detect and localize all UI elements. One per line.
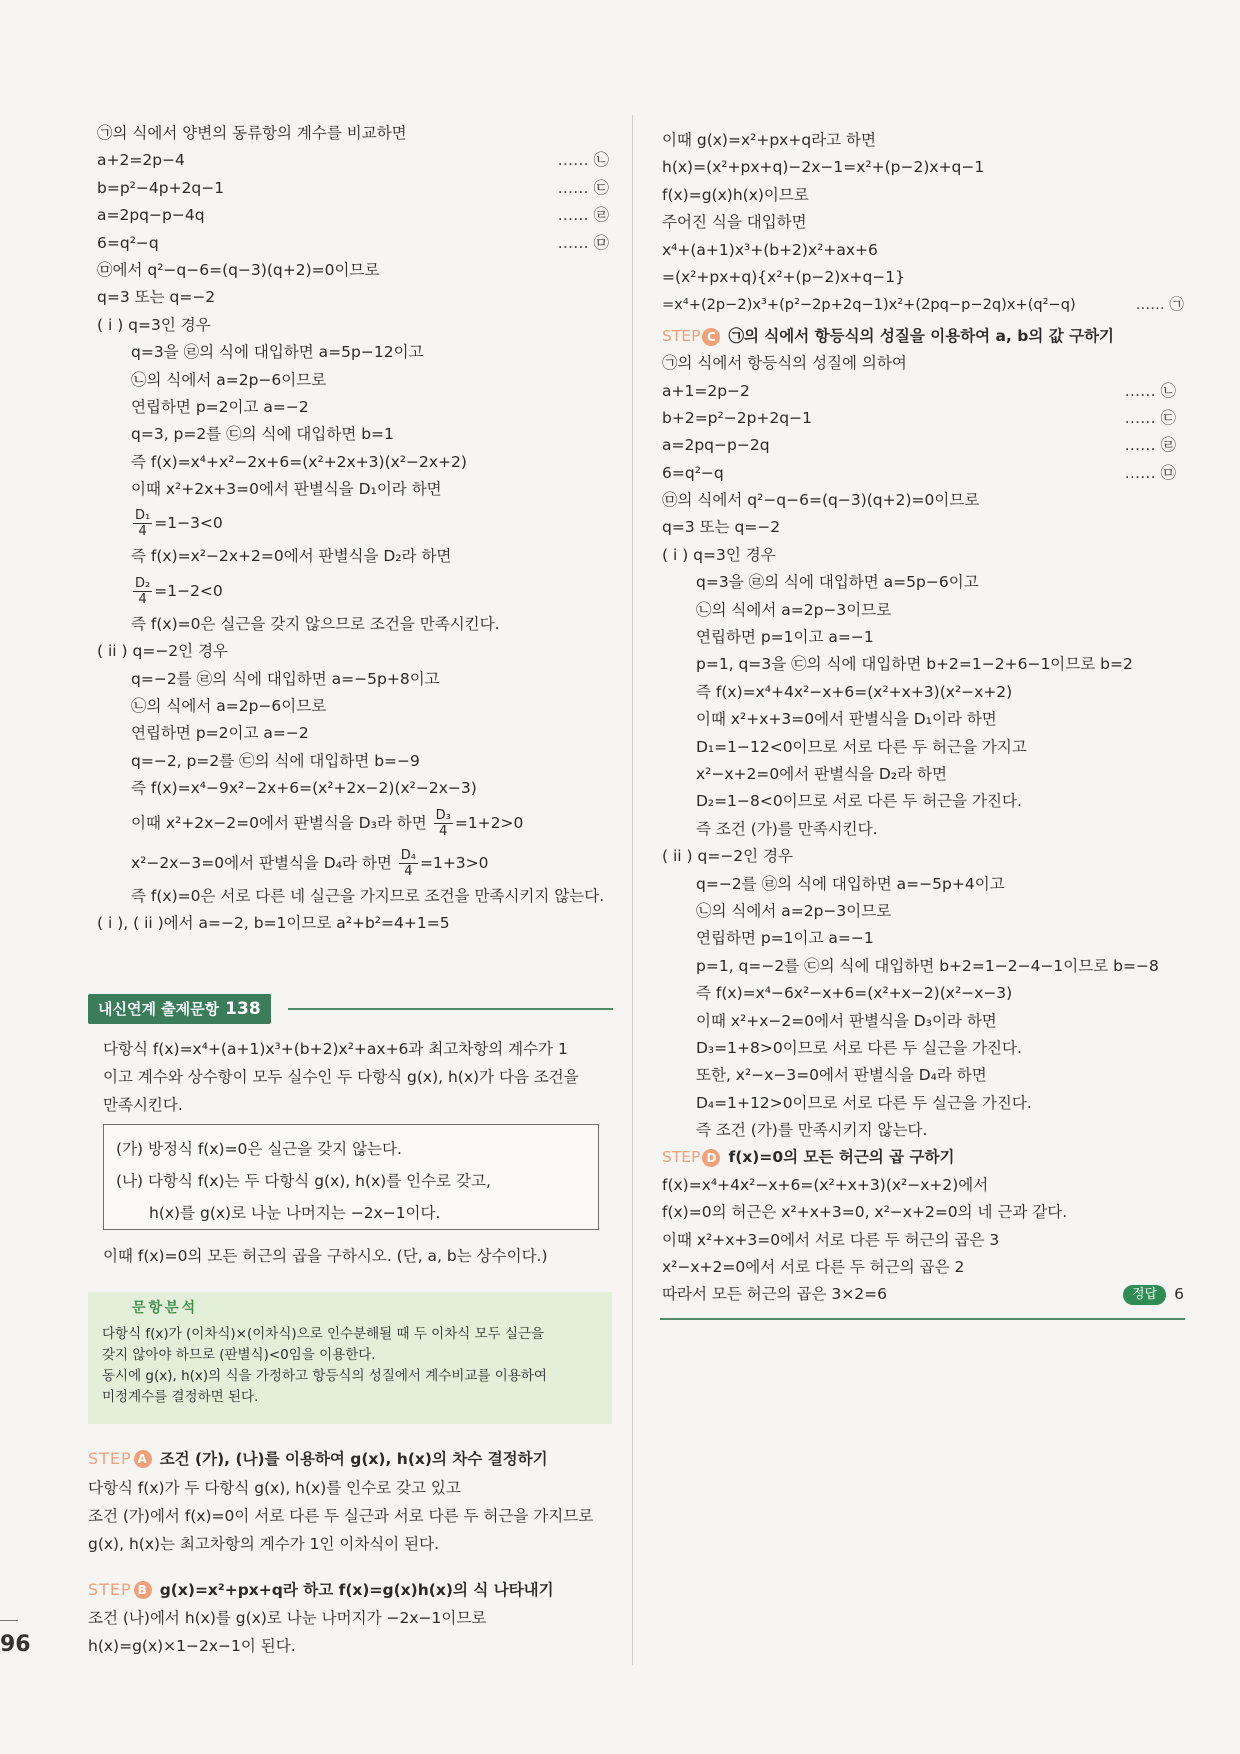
solution-line: ㉠의 식에서 항등식의 성질에 의하여 <box>662 354 907 373</box>
step-line: 이때 x²+x+3=0에서 서로 다른 두 허근의 곱은 3 <box>662 1230 1000 1249</box>
problem-question: 이때 f(x)=0의 모든 허근의 곱을 구하시오. (단, a, b는 상수이다.) <box>103 1247 548 1265</box>
solution-line: 6=q²−q …… ㉤ <box>97 233 609 252</box>
case2-line: 연립하면 p=1이고 a=−1 <box>696 929 874 948</box>
problem-line: 이고 계수와 상수항이 모두 실수인 두 다항식 g(x), h(x)가 다음 조건을 <box>103 1068 579 1086</box>
problem-text <box>103 1035 613 1119</box>
case2-line: q=−2, p=2를 ㉢의 식에 대입하면 b=−9 <box>131 751 420 770</box>
case2-line: 연립하면 p=2이고 a=−2 <box>131 724 309 743</box>
solution-line: a+1=2p−2 …… ㉡ <box>662 381 1176 400</box>
step-line: g(x), h(x)는 최고차항의 계수가 1인 이차식이 된다. <box>88 1535 440 1553</box>
step-a-heading: STEP A 조건 (가), (나)를 이용하여 g(x), h(x)의 차수 결정하기 <box>88 1449 548 1468</box>
step-line: 다항식 f(x)가 두 다항식 g(x), h(x)를 인수로 갖고 있고 <box>88 1479 461 1497</box>
step-line: h(x)=g(x)×1−2x−1이 된다. <box>88 1637 296 1655</box>
case1-line: q=3을 ㉣의 식에 대입하면 a=5p−6이고 <box>696 573 979 592</box>
case1-line: 즉 f(x)=x⁴+x²−2x+6=(x²+2x+3)(x²−2x+2) <box>131 452 467 471</box>
case2-line: 또한, x²−x−3=0에서 판별식을 D₄라 하면 <box>696 1066 987 1085</box>
fraction: $\frac{\text{D₂}}{4}$ <box>135 575 151 607</box>
case-heading: ( i ) q=3인 경우 <box>97 315 211 334</box>
conclusion-line: ( i ), ( ii )에서 a=−2, b=1이므로 a²+b²=4+1=5 <box>97 913 450 932</box>
solution-line: a+2=2p−4 …… ㉡ <box>97 151 609 170</box>
step-d-heading: STEP D f(x)=0의 모든 허근의 곱 구하기 <box>662 1148 955 1167</box>
solution-line: ㉤에서 q²−q−6=(q−3)(q+2)=0이므로 <box>97 260 380 279</box>
case1-line: 즉 f(x)=x⁴+4x²−x+6=(x²+x+3)(x²−x+2) <box>696 682 1013 701</box>
problem-header <box>88 994 613 1024</box>
step-line: f(x)=0의 허근은 x²+x+3=0, x²−x+2=0의 네 근과 같다. <box>662 1203 1068 1222</box>
case2-line: q=−2를 ㉣의 식에 대입하면 a=−5p+4이고 <box>696 874 1005 893</box>
case2-line: 이때 x²+x−2=0에서 판별식을 D₃이라 하면 <box>696 1011 997 1030</box>
case2-line: ㉡의 식에서 a=2p−6이므로 <box>131 697 327 716</box>
solution-line: =(x²+px+q){x²+(p−2)x+q−1} <box>662 267 906 286</box>
case1-line: p=1, q=3을 ㉢의 식에 대입하면 b+2=1−2+6−1이므로 b=2 <box>696 655 1133 674</box>
solution-line: 6=q²−q …… ㉤ <box>662 463 1176 482</box>
solution-line: b+2=p²−2p+2q−1 …… ㉢ <box>662 408 1176 427</box>
case-heading: ( ii ) q=−2인 경우 <box>662 847 794 866</box>
condition-line: h(x)를 g(x)로 나눈 나머지는 −2x−1이다. <box>149 1204 441 1222</box>
fraction-line: $\frac{\text{D₂}}{4}$ =1−2<0 <box>135 575 223 607</box>
solution-line: f(x)=g(x)h(x)이므로 <box>662 185 809 204</box>
case-heading: ( i ) q=3인 경우 <box>662 545 776 564</box>
condition-line: (나) 다항식 f(x)는 두 다항식 g(x), h(x)를 인수로 갖고, <box>116 1172 491 1190</box>
problem-label: 내신연계 출제문항 138 <box>88 994 271 1024</box>
solution-line: a=2pq−p−4q …… ㉣ <box>97 206 609 225</box>
case2-line: D₃=1+8>0이므로 서로 다른 두 실근을 가진다. <box>696 1038 1022 1057</box>
solution-line: 이때 g(x)=x²+px+q라고 하면 <box>662 131 876 149</box>
case1-line: 이때 x²+2x+3=0에서 판별식을 D₁이라 하면 <box>131 480 442 499</box>
analysis-line: 동시에 g(x), h(x)의 식을 가정하고 항등식의 성질에서 계수비교를 이용하여 <box>102 1368 547 1384</box>
header-rule <box>288 1008 613 1010</box>
step-line: f(x)=x⁴+4x²−x+6=(x²+x+3)(x²−x+2)에서 <box>662 1175 989 1194</box>
column-divider <box>632 115 633 1665</box>
answer <box>1123 1281 1184 1308</box>
fraction: $\frac{\text{D₄}}{4}$ <box>400 847 416 879</box>
page-number-rule <box>0 1620 18 1621</box>
step-line: 조건 (나)에서 h(x)를 g(x)로 나눈 나머지가 −2x−1이므로 <box>88 1609 487 1627</box>
case1-line: 즉 f(x)=x²−2x+2=0에서 판별식을 D₂라 하면 <box>131 547 452 566</box>
answer-badge: 정답 <box>1123 1285 1166 1305</box>
case1-line: 즉 f(x)=0은 실근을 갖지 않으므로 조건을 만족시킨다. <box>131 614 500 633</box>
case2-line: 즉 f(x)=x⁴−6x²−x+6=(x²+x−2)(x²−x−3) <box>696 984 1013 1003</box>
analysis-title: 문항분석 <box>132 1300 199 1316</box>
fraction: $\frac{\text{D₁}}{4}$ <box>135 508 151 540</box>
case2-line: 즉 f(x)=0은 서로 다른 네 실근을 가지므로 조건을 만족시키지 않는다. <box>131 886 605 905</box>
case2-line: 즉 조건 (가)를 만족시키지 않는다. <box>696 1121 928 1140</box>
step-a-body <box>88 1474 593 1558</box>
analysis-box <box>88 1292 612 1424</box>
case1-line: ㉡의 식에서 a=2p−3이므로 <box>696 600 892 619</box>
step-label: STEP C <box>662 327 720 345</box>
fraction: $\frac{\text{D₃}}{4}$ <box>435 807 451 839</box>
case1-line: q=3, p=2를 ㉢의 식에 대입하면 b=1 <box>131 425 394 444</box>
answer-value: 6 <box>1174 1285 1184 1304</box>
solution-line: q=3 또는 q=−2 <box>97 288 216 307</box>
case2-line: ㉡의 식에서 a=2p−3이므로 <box>696 901 892 920</box>
solution-line: a=2pq−p−2q …… ㉣ <box>662 436 1176 455</box>
fraction-line: x²−2x−3=0에서 판별식을 D₄라 하면 $\frac{\text{D₄}}{4}$ =1+3>0 <box>131 847 489 879</box>
right-column <box>662 127 1184 1309</box>
analysis-line: 다항식 f(x)가 (이차식)×(이차식)으로 인수분해될 때 두 이차식 모두 실근을 <box>102 1326 545 1342</box>
case1-line: q=3을 ㉣의 식에 대입하면 a=5p−12이고 <box>131 343 424 362</box>
solution-line: ㉠의 식에서 양변의 동류항의 계수를 비교하면 <box>97 124 407 142</box>
step-line: x²−x+2=0에서 서로 다른 두 허근의 곱은 2 <box>662 1258 965 1277</box>
step-b-heading: STEP B g(x)=x²+px+q라 하고 f(x)=g(x)h(x)의 식 나타내기 <box>88 1580 554 1599</box>
case1-line: x²−x+2=0에서 판별식을 D₂라 하면 <box>696 764 947 783</box>
case1-line: D₁=1−12<0이므로 서로 다른 두 허근을 가지고 <box>696 737 1027 756</box>
case1-line: ㉡의 식에서 a=2p−6이므로 <box>131 370 327 389</box>
step-label: STEP D <box>662 1148 720 1166</box>
case1-line: D₂=1−8<0이므로 서로 다른 두 허근을 가진다. <box>696 792 1022 811</box>
case1-line: 즉 조건 (가)를 만족시킨다. <box>696 819 878 838</box>
problem-number: 138 <box>225 999 261 1019</box>
case2-line: q=−2를 ㉣의 식에 대입하면 a=−5p+8이고 <box>131 669 440 688</box>
case1-line: 연립하면 p=2이고 a=−2 <box>131 397 309 416</box>
solution-line: h(x)=(x²+px+q)−2x−1=x²+(p−2)x+q−1 <box>662 158 985 177</box>
step-label: STEP B <box>88 1580 152 1599</box>
condition-line: (가) 방정식 f(x)=0은 실근을 갖지 않는다. <box>116 1140 402 1158</box>
page-number: 96 <box>0 1632 31 1657</box>
case2-line: p=1, q=−2를 ㉢의 식에 대입하면 b+2=1−2−4−1이므로 b=−8 <box>696 956 1159 975</box>
problem-line: 만족시킨다. <box>103 1096 183 1114</box>
case2-line: 즉 f(x)=x⁴−9x²−2x+6=(x²+2x−2)(x²−2x−3) <box>131 779 477 798</box>
case-heading: ( ii ) q=−2인 경우 <box>97 642 229 661</box>
analysis-line: 미정계수를 결정하면 된다. <box>102 1389 259 1405</box>
step-label: STEP A <box>88 1449 152 1468</box>
solution-line: 주어진 식을 대입하면 <box>662 213 807 232</box>
fraction-line: 이때 x²+2x−2=0에서 판별식을 D₃라 하면 $\frac{\text{D₃}}{4}$ =1+2>0 <box>131 807 524 839</box>
case1-line: 이때 x²+x+3=0에서 판별식을 D₁이라 하면 <box>696 710 997 729</box>
solution-line: =x⁴+(2p−2)x³+(p²−2p+2q−1)x²+(2pq−p−2q)x+(q²−q) …… ㉠ <box>662 296 1184 314</box>
step-b-body <box>88 1604 486 1660</box>
analysis-line: 갖지 않아야 하므로 (판별식)<0임을 이용한다. <box>102 1347 376 1363</box>
solution-line: b=p²−4p+2q−1 …… ㉢ <box>97 178 609 197</box>
condition-box <box>103 1124 599 1230</box>
final-line: 따라서 모든 허근의 곱은 3×2=6 정답 6 <box>662 1281 1184 1308</box>
problem-line: 다항식 f(x)=x⁴+(a+1)x³+(b+2)x²+ax+6과 최고차항의 계수가 1 <box>103 1040 568 1058</box>
solution-line: q=3 또는 q=−2 <box>662 518 781 537</box>
left-column <box>97 120 617 937</box>
step-line: 조건 (가)에서 f(x)=0이 서로 다른 두 실근과 서로 다른 두 허근을 가지므로 <box>88 1507 594 1525</box>
case1-line: 연립하면 p=1이고 a=−1 <box>696 628 874 647</box>
fraction-line: $\frac{\text{D₁}}{4}$ =1−3<0 <box>135 508 223 540</box>
solution-line: ㉤의 식에서 q²−q−6=(q−3)(q+2)=0이므로 <box>662 491 980 510</box>
step-c-heading: STEP C ㉠의 식에서 항등식의 성질을 이용하여 a, b의 값 구하기 <box>662 326 1115 345</box>
case2-line: D₄=1+12>0이므로 서로 다른 두 실근을 가진다. <box>696 1093 1032 1112</box>
solution-line: x⁴+(a+1)x³+(b+2)x²+ax+6 <box>662 240 878 259</box>
right-bottom-rule <box>660 1318 1185 1320</box>
